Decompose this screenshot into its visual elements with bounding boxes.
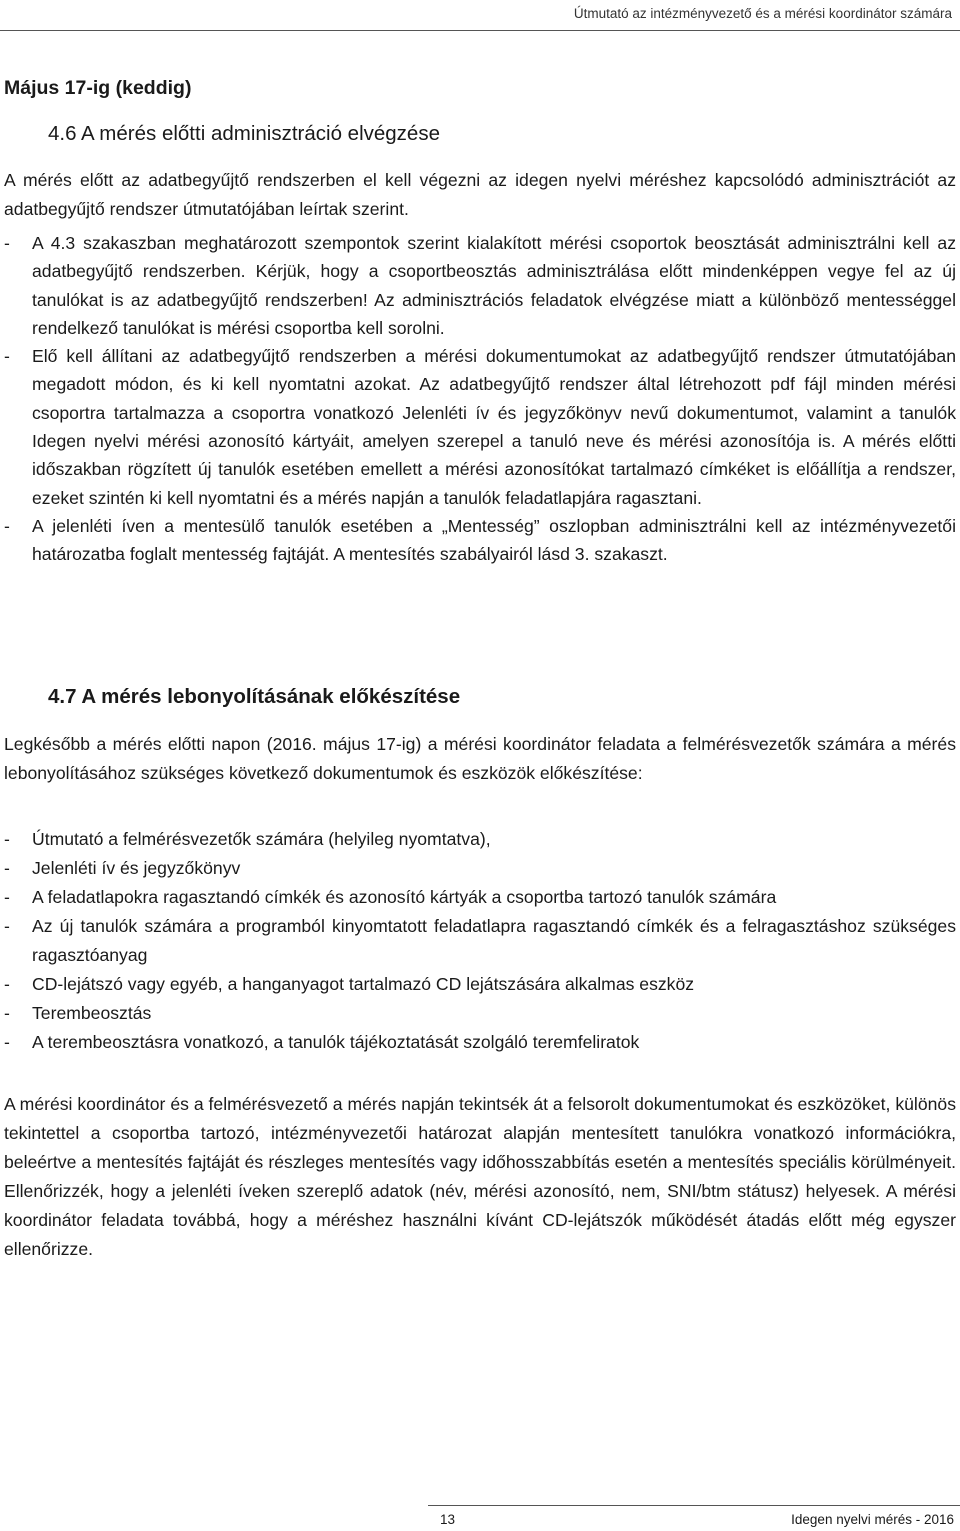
bullet-dash: -: [4, 1003, 10, 1023]
section-4-7-list: [4, 825, 956, 1057]
list-item: [4, 970, 956, 999]
deadline-heading: Május 17-ig (keddig): [4, 77, 192, 99]
list-item-text: Terembeosztás: [32, 1003, 152, 1023]
bullet-dash: -: [4, 233, 10, 253]
section-4-7-intro: Legkésőbb a mérés előtti napon (2016. május 17-ig) a mérési koordinátor feladata a felmérésvezetők számára a mérés lebonyolításához szükséges következő dokumentumok és eszközök előkészítése:: [4, 734, 956, 783]
list-item: [4, 912, 956, 970]
list-item-text: Útmutató a felmérésvezetők számára (helyileg nyomtatva),: [32, 829, 491, 849]
running-header-title: Útmutató az intézményvezető és a mérési koordinátor számára: [573, 6, 952, 21]
list-item-text: Jelenléti ív és jegyzőkönyv: [32, 858, 241, 878]
footer-document-title: Idegen nyelvi mérés - 2016: [791, 1512, 954, 1527]
section-heading-4-6: 4.6 A mérés előtti adminisztráció elvégzése: [48, 122, 440, 145]
list-item: [4, 825, 956, 854]
list-item: [4, 883, 956, 912]
list-item: [4, 854, 956, 883]
list-item-text: A 4.3 szakaszban meghatározott szempontok szerint kialakított mérési csoportok beosztását adminisztrálni kell az adatbegyűjtő rendszerben. Kérjük, hogy a csoportbeosztás adminisztrálása előtt mindenképpen vegye fel az új tanulókat is az adatbegyűjtő rendszerben! Az adminisztrációs feladatok elvégzése miatt a különböző mentességgel rendelkező tanulókat is mérési csoportba kell sorolni.: [32, 233, 956, 338]
list-item-text: A jelenléti íven a mentesülő tanulók esetében a „Mentesség” oszlopban adminisztrálni kell az intézményvezetői határozatba foglalt mentesség fajtáját. A mentesítés szabályairól lásd 3. szakaszt.: [32, 515, 956, 565]
bullet-dash: -: [4, 916, 10, 936]
section-4-7-closing: A mérési koordinátor és a felmérésvezető a mérés napján tekintsék át a felsorolt dokumentumokat és eszközöket, különös tekintettel a csoportba tartozó, intézményvezetői határozat alapján mentesített tanulókra vonatkozó információkra, beleértve a mentesítés fajtáját és részleges mentesítés vagy időhosszabbítás esetén a mentesítés speciális körülményeit. Ellenőrizzék, hogy a jelenléti íveken szereplő adatok (név, mérési azonosító, nem, SNI/btm státusz) helyesek. A mérési koordinátor feladata továbbá, hogy a méréshez használni kívánt CD-lejátszók működését átadás előtt még egyszer ellenőrizze.: [4, 1094, 956, 1259]
section-heading-4-7: 4.7 A mérés lebonyolításának előkészítése: [48, 685, 461, 708]
list-item: [4, 342, 956, 512]
section-4-6-list: [4, 229, 956, 569]
list-item-text: Elő kell állítani az adatbegyűjtő rendszerben a mérési dokumentumokat az adatbegyűjtő rendszer útmutatójában megadott módon, és ki kell nyomtatni azokat. Az adatbegyűjtő rendszer által létrehozott pdf fájl minden mérési csoportra tartalmazza a csoportra vonatkozó Jelenléti ív és jegyzőkönyv nevű dokumentumot, valamint a tanulók Idegen nyelvi mérési azonosító kártyáit, amelyen szerepel a tanuló neve és mérési azonosítója is. A mérés előtti időszakban rögzített új tanulók esetében emellett a mérési azonosítókat tartalmazó címkéket is előállítja a rendszer, ezeket szintén ki kell nyomtatni és a mérés napján a tanulók feladatlapjára ragasztani.: [32, 346, 956, 508]
bullet-dash: -: [4, 887, 10, 907]
list-item-text: CD-lejátszó vagy egyéb, a hanganyagot tartalmazó CD lejátszására alkalmas eszköz: [32, 974, 695, 994]
footer-divider: [428, 1505, 960, 1506]
page-number: 13: [440, 1512, 456, 1527]
bullet-dash: -: [4, 858, 10, 878]
section-4-6-intro: A mérés előtt az adatbegyűjtő rendszerben el kell végezni az idegen nyelvi méréshez kapcsolódó adminisztrációt az adatbegyűjtő rendszer útmutatójában leírtak szerint.: [4, 170, 956, 219]
header-divider: [0, 30, 960, 31]
bullet-dash: -: [4, 515, 10, 536]
bullet-dash: -: [4, 974, 10, 994]
bullet-dash: -: [4, 1032, 10, 1052]
bullet-dash: -: [4, 829, 10, 849]
list-item: [4, 999, 956, 1028]
list-item: [4, 229, 956, 342]
list-item-text: Az új tanulók számára a programból kinyomtatott feladatlapra ragasztandó címkék és a felragasztáshoz szükséges ragasztóanyag: [32, 916, 956, 965]
list-item-text: A feladatlapokra ragasztandó címkék és azonosító kártyák a csoportba tartozó tanulók számára: [32, 887, 777, 907]
bullet-dash: -: [4, 346, 10, 367]
list-item: [4, 512, 956, 569]
list-item-text: A terembeosztásra vonatkozó, a tanulók tájékoztatását szolgáló teremfeliratok: [32, 1032, 640, 1052]
list-item: [4, 1028, 956, 1057]
